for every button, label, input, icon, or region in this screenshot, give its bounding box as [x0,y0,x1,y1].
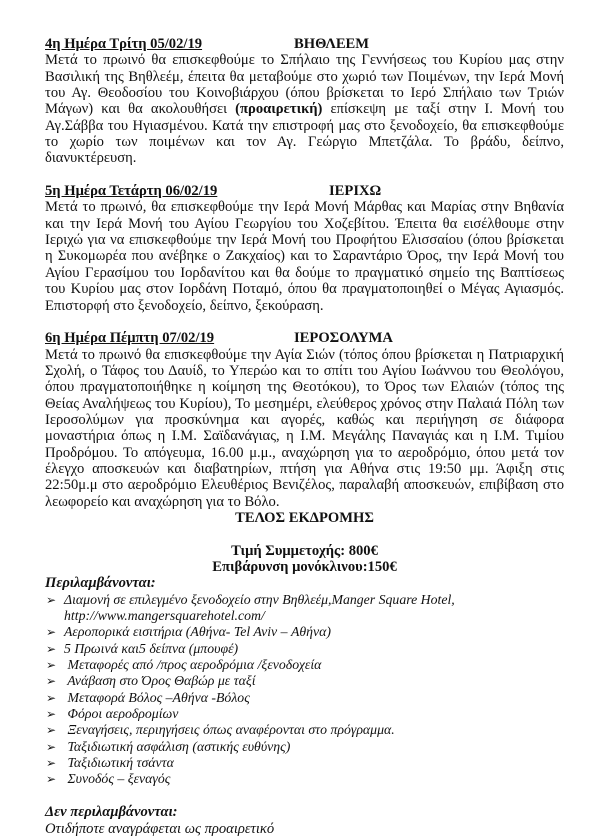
day-description [45,52,564,166]
list-item [45,706,564,722]
day-place: ΙΕΡΙΧΩ [329,183,382,200]
day-label: 6η Ημέρα Πέμπτη 07/02/19 [45,330,215,347]
arrow-bullet-icon: ➢ [46,674,57,689]
list-item-text: Αεροπορικά εισιτήρια (Αθήνα- Tel Aviv – Αθήνα) [64,624,331,640]
list-item [45,755,564,771]
day-header [45,183,564,199]
hotel-link[interactable]: http://www.mangersquarehotel.com/ [64,608,265,624]
day-section [45,183,564,314]
arrow-bullet-icon: ➢ [46,772,57,787]
spacer [45,526,564,542]
included-list [45,592,564,625]
day-place: ΙΕΡΟΣΟΛΥΜΑ [294,330,393,347]
list-item-text: Μεταφορές από /προς αεροδρόμια /ξενοδοχεία [64,657,322,673]
day-place: ΒΗΘΛΕΕΜ [294,36,370,52]
optional-emphasis: (προαιρετική) [235,101,323,118]
list-item [45,657,564,673]
arrow-bullet-icon: ➢ [46,658,57,673]
arrow-bullet-icon: ➢ [46,641,57,656]
day-label: 4η Ημέρα Τρίτη 05/02/19 [45,36,203,52]
day-label: 5η Ημέρα Τετάρτη 06/02/19 [45,183,218,200]
list-item-text: Φόροι αεροδρομίων [64,706,179,722]
end-of-trip-title: ΤΕΛΟΣ ΕΚΔΡΟΜΗΣ [235,509,374,526]
price: Τιμή Συμμετοχής: 800€ [231,542,378,559]
included-title: Περιλαμβάνονται: [45,575,156,592]
day-description: Μετά το πρωινό θα επισκεφθούμε την Αγία Σιών (τόπος όπου βρίσκεται η Πατριαρχική Σχολή, ο Τάφος του Δαυίδ, το Υπερώο και το σπίτι του Αγίου Ιωάννου του Θεολόγου, όπου πραγματοποιήθηκε η κοίμηση της Θεοτόκου), το Όρος των Ελαιών (τόπος της Θείας Αναλήψεως του Κυρίου), Το μεσημέρι, ελεύθερος χρόνος στην Παλαιά Πόλη των Ιεροσολύμων για προσκύνημα και αγορές, καθώς και περιήγηση σε διάφορα μοναστήρια όπως η Ι.Μ. Σαϊδανάγιας, η Ι.Μ. Μεγάλης Παναγιάς και η Ι.Μ. Τιμίου Προδρόμου. Το απόγευμα, 16.00 μ.μ., αναχώρηση για το αεροδρόμιο, όπου μετά τον έλεγχο αποσκευών και διαβατηρίων, πτήση για Αθήνα στις 19:50 μμ. Άφιξη στις 22:50μ.μ στο αεροδρόμιο Ελευθέριος Βενιζέλος, παραλαβή αποσκευών, επιβίβαση στο λεωφορείο και αναχώρηση για το Βόλο. [45,346,564,510]
list-item-text: 5 Πρωινά και5 δείπνα (μπουφέ) [64,640,239,656]
day-description: Μετά το πρωινό, θα επισκεφθούμε την Ιερά Μονή Μάρθας και Μαρίας στην Βηθανία και την Ιερά Μονή του Αγίου Γεωργίου του Χοζεβίτου. Έπειτα θα εισέλθουμε στην Ιεριχώ για να επισκεφθούμε την Ιερά Μονή του Προφήτου Ελισσαίου (όπου βρίσκεται η Συκομωρέα που ανέβηκε ο Ζακχαίος) και το Σαραντάριο Όρος, την Ιερά Μονή του Αγίου Γερασίμου του Ιορδανίτου και θα δούμε το πραγματικό σημείο της Βαπτίσεως του Κυρίου μας στον Ιορδάνη Ποταμό, όπου θα πραγματοποιηθεί ο Μέγας Αγιασμός. Επιστορφή στο ξενοδοχείο, δείπνο, ξεκούραση. [45,199,564,314]
arrow-bullet-icon: ➢ [46,739,57,754]
arrow-bullet-icon: ➢ [46,690,57,705]
day-header [45,330,564,346]
list-item [45,641,564,657]
day-text-continued: επίσκεψη με ταξί στην Ι. Μονή του Αγ.Σάββα του Ηγιασμένου. Κατά την επιστροφή μας στο ξενοδοχείο, θα επισκεφθούμε το χωρίο των ποιμένων και τον Αγ. Γεώργιο Μπετζάλα. Το βράδυ, δείπνο, διανυκτέρευση. [45,101,564,167]
not-included-text: Οτιδήποτε αναγράφεται ως προαιρετικό [45,820,275,837]
not-included-title: Δεν περιλαμβάνονται: [45,804,178,821]
spacer [45,314,564,330]
day-header [45,36,564,52]
day-section [45,36,564,167]
single-supplement: Επιβάρυνση μονόκλινου:150€ [212,559,397,575]
list-item [45,722,564,738]
list-item-text: Διαμονή σε επιλεγμένο ξενοδοχείο στην Βηθλεέμ,Manger Square Hotel, [64,591,455,607]
list-item-text: Συνοδός – ξεναγός [64,771,171,787]
list-item-text: Ταξιδιωτική ασφάλιση (αστικής ευθύνης) [64,738,291,754]
arrow-bullet-icon: ➢ [46,625,57,640]
arrow-bullet-icon: ➢ [46,756,57,771]
arrow-bullet-icon: ➢ [46,592,57,607]
list-item-text: Ξεναγήσεις, περιηγήσεις όπως αναφέρονται στο πρόγραμμα. [64,722,395,738]
included-list-rest [45,624,564,787]
list-item-text: Ταξιδιωτική τσάντα [64,755,174,771]
list-item [45,739,564,755]
list-item [45,673,564,689]
arrow-bullet-icon: ➢ [46,723,57,738]
list-item [45,771,564,787]
spacer [45,788,564,804]
list-item [45,592,564,625]
list-item [45,624,564,640]
list-item [45,690,564,706]
arrow-bullet-icon: ➢ [46,707,57,722]
list-item-text: Ανάβαση στο Όρος Θαβώρ με ταξί [64,673,256,689]
list-item-text: Μεταφορά Βόλος –Αθήνα -Βόλος [64,689,250,705]
spacer [45,167,564,183]
document-page [45,36,564,837]
day-text: Μετά το πρωινό θα επισκεφθούμε το Σπήλαιο της Γεννήσεως του Κυρίου μας στην Βασιλική της Βηθλεέμ, έπειτα θα μεταβούμε στο χωριό των Ποιμένων, την Ιερά Μονή του Αγ. Θεοδοσίου του Κοινοβιάρχου (όπου βρίσκεται το Ιερό Σπήλαιο των Τριών Μάγων) και θα ακολουθήσει [45,52,564,118]
day-section [45,330,564,510]
